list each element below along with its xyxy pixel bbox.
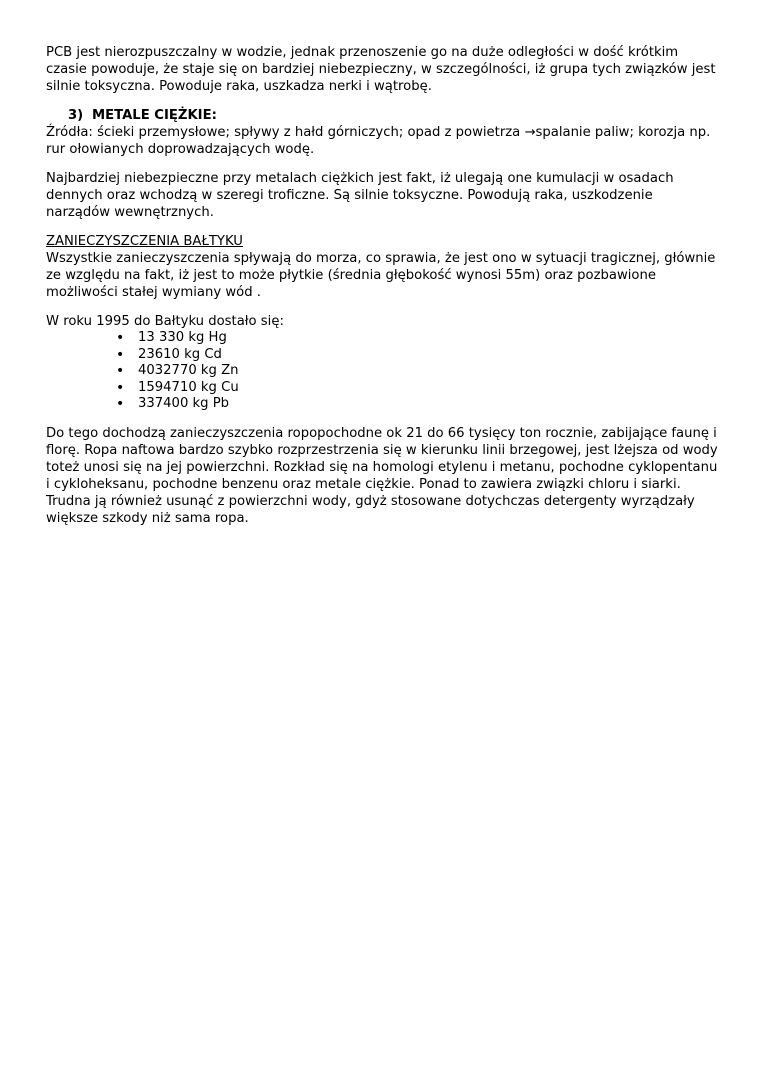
heavy-metals-danger-paragraph: Najbardziej niebezpieczne przy metalach ciężkich jest fakt, iż ulegają one kumulacji w osadach dennych oraz wchodzą w szeregi troficzne. Są silnie toksyczne. Powodują raka, uszkodzenie narządów wewnętrznych.: [46, 171, 674, 220]
sources-line-1: Źródła: ścieki przemysłowe; spływy z hałd górniczych; opad z powietrza →spalanie paliw; korozja np.: [46, 125, 711, 140]
section-heading-heavy-metals: [68, 107, 718, 124]
section-title: METALE CIĘŻKIE:: [92, 108, 217, 123]
list-item: • 23610 kg Cd: [116, 346, 222, 363]
list-item: • 13 330 kg Hg: [116, 330, 227, 346]
baltic-paragraph: Wszystkie zanieczyszczenia spływają do morza, co sprawia, że jest ono w sytuacji tragicznej, głównie ze względu na fakt, iż jest to może płytkie (średnia głębokość wynosi 55m) oraz pozbawione możliwości stałej wymiany wód .: [46, 251, 716, 300]
section-number: 3): [68, 108, 84, 123]
document-page: [46, 44, 718, 539]
oil-pollution-paragraph: Do tego dochodzą zanieczyszczenia ropopochodne ok 21 do 66 tysięcy ton rocznie, zabijające faunę i florę. Ropa naftowa bardzo szybko rozprzestrzenia się w kierunku linii brzegowej, jest lżejsza od wody toteż unosi się na jej powierzchni. Rozkład się na homologi etylenu i metanu, pochodne cyklopentanu i cykloheksanu, pochodne benzenu oraz metale ciężkie. Ponad to zawiera związki chloru i siarki. Trudna ją również usunąć z powierzchni wody, gdyż stosowane dotychczas detergenty wyrządzały większe szkody niż sama ropa.: [46, 425, 718, 526]
list-item: • 1594710 kg Cu: [116, 379, 239, 396]
pcb-paragraph: PCB jest nierozpuszczalny w wodzie, jednak przenoszenie go na duże odległości w dość krótkim czasie powoduje, że staje się on bardziej niebezpieczny, w szczególności, iż grupa tych związków jest silnie toksyczna. Powoduje raka, uszkadza nerki i wątrobę.: [46, 45, 716, 94]
list-item: • 337400 kg Pb: [116, 396, 230, 412]
year-intro: W roku 1995 do Bałtyku dostało się:: [46, 314, 284, 329]
pollutant-amounts-list: [46, 330, 718, 413]
bullet-icon: •: [116, 379, 125, 396]
baltic-heading: ZANIECZYSZCZENIA BAŁTYKU: [46, 234, 243, 249]
list-item: • 4032770 kg Zn: [116, 363, 239, 379]
sources-paragraph: [46, 124, 718, 158]
sources-line-2: rur ołowianych doprowadzających wodę.: [46, 142, 315, 157]
bullet-icon: •: [116, 363, 125, 379]
bullet-icon: •: [116, 396, 125, 412]
bullet-icon: •: [116, 330, 125, 346]
bullet-icon: •: [116, 346, 125, 363]
